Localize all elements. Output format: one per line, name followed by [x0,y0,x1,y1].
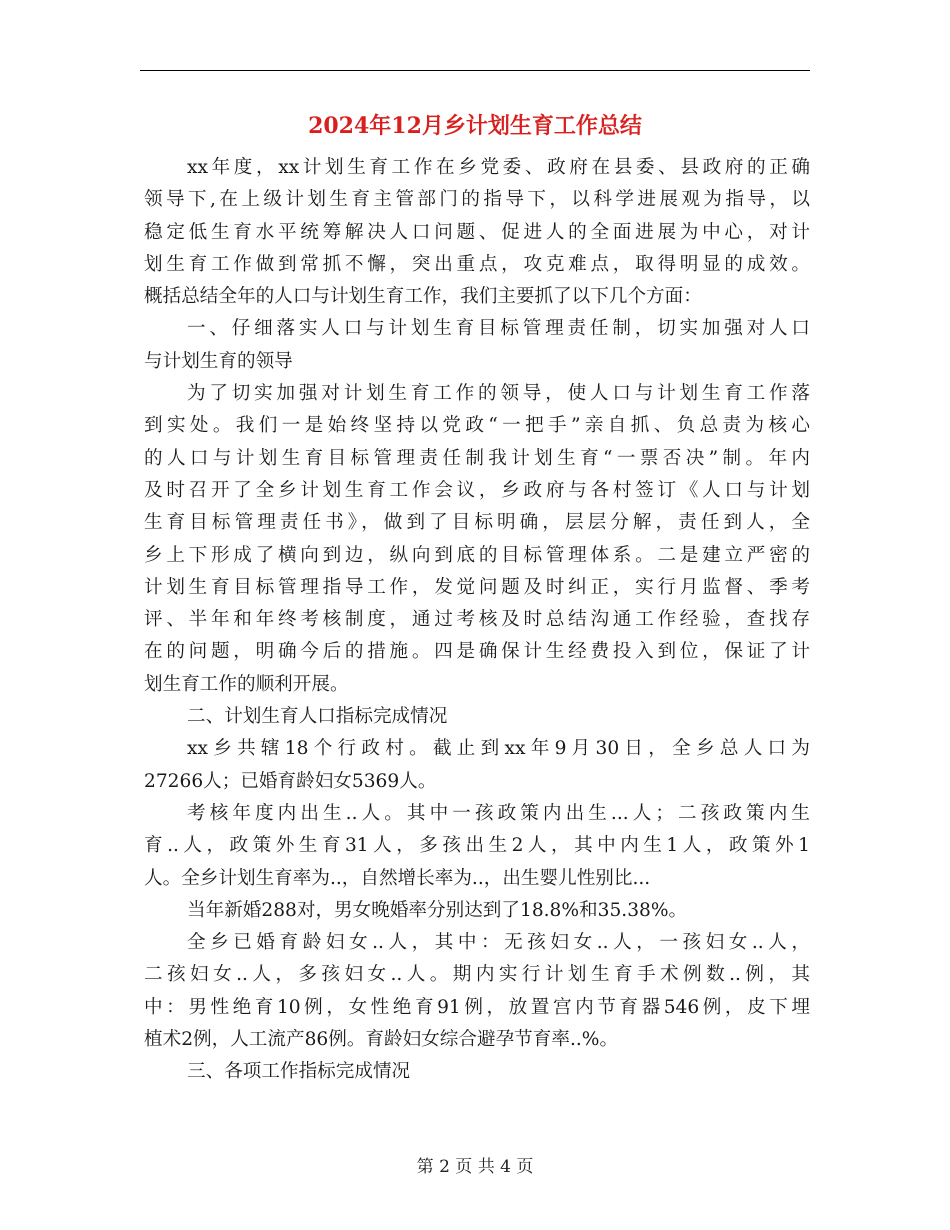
text-line: 一、仔细落实人口与计划生育目标管理责任制，切实加强对人口 [187,318,810,340]
text-line: 领导下,在上级计划生育主管部门的指导下，以科学进展观为指导，以 [144,189,810,211]
text-line: 及时召开了全乡计划生育工作会议，乡政府与各村签订《人口与计划 [144,479,810,501]
text-line: 中：男性绝育10例，女性绝育91例，放置宫内节育器546例，皮下埋 [144,996,810,1018]
text-line: 育..人，政策外生育31人，多孩出生2人，其中内生1人，政策外1 [144,835,810,857]
text-line: 划生育工作的顺利开展。 [144,673,349,695]
text-line: 的人口与计划生育目标管理责任制我计划生育“一票否决”制。年内 [144,447,810,469]
text-line: 27266人；已婚育龄妇女5369人。 [144,770,437,792]
text-line: xx年度，xx计划生育工作在乡党委、政府在县委、县政府的正确 [187,157,810,178]
text-line: 二孩妇女..人，多孩妇女..人。期内实行计划生育手术例数..例，其 [144,964,810,986]
text-line: 植术2例，人工流产86例。育龄妇女综合避孕节育率..%。 [144,1029,619,1051]
text-line: 到实处。我们一是始终坚持以党政“一把手”亲自抓、负总责为核心 [144,415,810,437]
text-line: 为了切实加强对计划生育工作的领导，使人口与计划生育工作落 [187,383,810,405]
text-line: 生育目标管理责任书》，做到了目标明确，层层分解，责任到人，全 [144,512,810,534]
text-line: 划生育工作做到常抓不懈，突出重点，攻克难点，取得明显的成效。 [144,253,810,275]
text-line: 全乡已婚育龄妇女..人，其中：无孩妇女..人，一孩妇女..人， [187,932,810,954]
text-line: xx乡共辖18个行政村。截止到xx年9月30日，全乡总人口为 [187,738,810,760]
text-line: 稳定低生育水平统筹解决人口问题、促进人的全面进展为中心，对计 [144,221,810,243]
page-number-footer: 第 2 页 共 4 页 [416,1157,534,1177]
header-rule [140,70,810,71]
text-line: 在的问题，明确今后的措施。四是确保计生经费投入到位，保证了计 [144,641,810,663]
text-line: 计划生育目标管理指导工作，发觉问题及时纠正，实行月监督、季考 [144,576,810,598]
document-title: 2024年12月乡计划生育工作总结 [308,113,642,139]
text-line: 三、各项工作指标完成情况 [187,1061,411,1083]
text-line: 概括总结全年的人口与计划生育工作，我们主要抓了以下几个方面： [144,286,702,308]
text-line: 当年新婚288对，男女晚婚率分别达到了18.8%和35.38%。 [187,899,688,921]
text-line: 评、半年和年终考核制度，通过考核及时总结沟通工作经验，查找存 [144,609,810,631]
text-line: 人。全乡计划生育率为..，自然增长率为..，出生婴儿性别比... [144,867,651,889]
text-line: 考核年度内出生..人。其中一孩政策内出生...人；二孩政策内生 [187,802,810,824]
text-line: 乡上下形成了横向到边，纵向到底的目标管理体系。二是建立严密的 [144,544,810,566]
document-body [144,152,810,1089]
text-line: 二、计划生育人口指标完成情况 [187,706,448,728]
text-line: 与计划生育的领导 [144,350,293,372]
